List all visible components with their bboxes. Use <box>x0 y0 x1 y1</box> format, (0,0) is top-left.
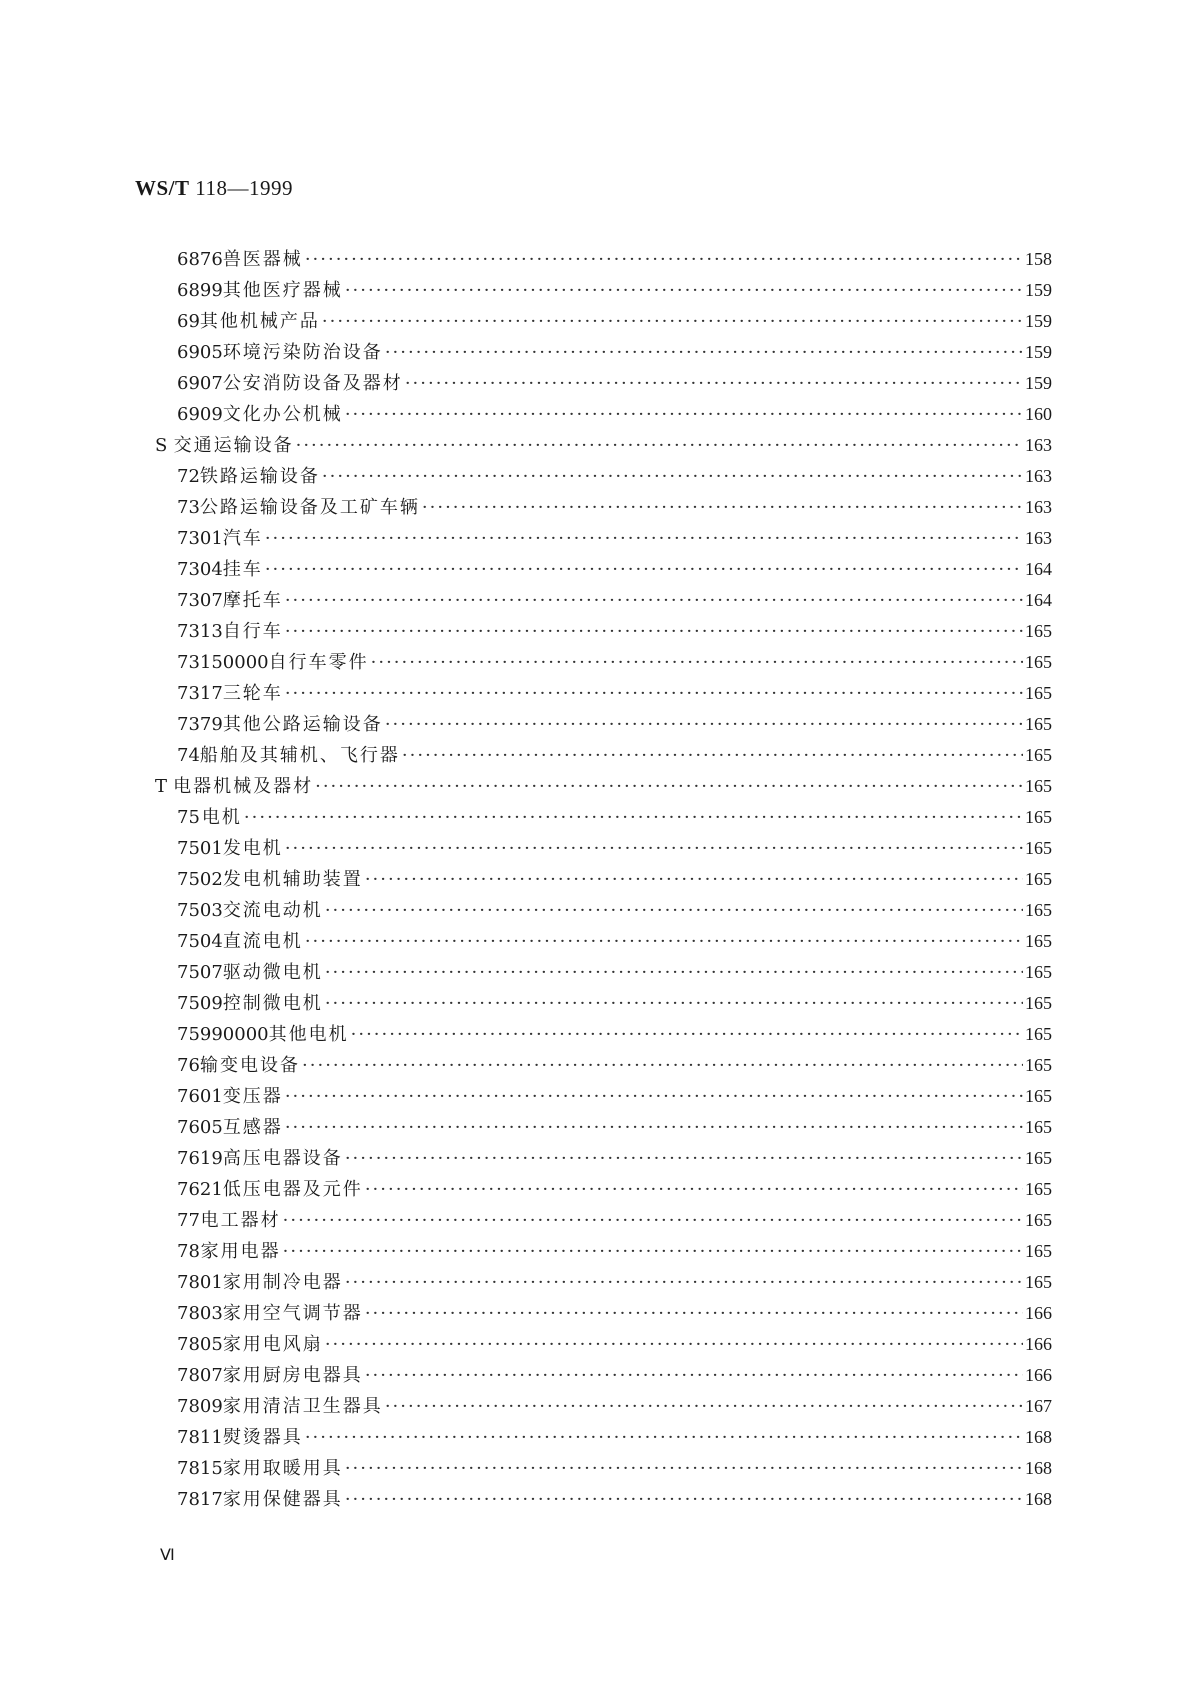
toc-entry-number: 76 <box>177 1055 200 1076</box>
toc-entry-page: 165 <box>1025 1024 1052 1044</box>
toc-entry-number: 73150000 <box>177 652 269 673</box>
toc-entry-number: 6899 <box>177 280 223 301</box>
toc-entry-title: 输变电设备 <box>200 1055 301 1076</box>
toc-entry-title: 家用电风扇 <box>222 1334 323 1355</box>
toc-entry-title: 发电机辅助装置 <box>222 869 363 890</box>
toc-entry-page: 163 <box>1025 435 1052 455</box>
toc-leader-dots <box>305 249 1023 270</box>
toc-leader-dots <box>385 342 1023 363</box>
toc-leader-dots <box>315 776 1023 797</box>
toc-entry[interactable] <box>155 772 1052 803</box>
toc-entry-number: 7807 <box>177 1365 223 1386</box>
standard-code: WS/T <box>135 176 190 200</box>
toc-entry-page: 166 <box>1025 1365 1052 1385</box>
toc-entry[interactable] <box>177 741 1052 772</box>
toc-leader-dots <box>296 435 1023 456</box>
toc-entry-number: 69 <box>177 311 200 332</box>
toc-leader-dots <box>283 1210 1023 1231</box>
toc-entry[interactable] <box>177 245 1052 276</box>
toc-leader-dots <box>265 528 1023 549</box>
toc-entry-page: 165 <box>1025 1086 1052 1106</box>
toc-entry-title: 家用保健器具 <box>222 1489 343 1510</box>
toc-entry[interactable] <box>177 1144 1052 1175</box>
toc-leader-dots <box>405 373 1023 394</box>
toc-entry-number: 7317 <box>177 683 223 704</box>
toc-entry-title: 低压电器及元件 <box>222 1179 363 1200</box>
toc-entry-number: 77 <box>177 1210 200 1231</box>
toc-entry-title: 电器机械及器材 <box>173 776 314 797</box>
toc-leader-dots <box>345 1489 1023 1510</box>
toc-entry-number: 6909 <box>177 404 223 425</box>
toc-entry-number: 7504 <box>177 931 223 952</box>
toc-entry-number: 7501 <box>177 838 223 859</box>
toc-entry-number: 7301 <box>177 528 223 549</box>
toc-entry[interactable] <box>177 1051 1052 1082</box>
toc-entry[interactable] <box>177 493 1052 524</box>
toc-entry-number: 7805 <box>177 1334 223 1355</box>
toc-entry-page: 165 <box>1025 745 1052 765</box>
toc-entry-page: 164 <box>1025 559 1052 579</box>
toc-entry-page: 160 <box>1025 404 1052 424</box>
toc-entry-number: 7509 <box>177 993 223 1014</box>
toc-entry-page: 165 <box>1025 1148 1052 1168</box>
toc-entry-page: 168 <box>1025 1427 1052 1447</box>
toc-entry-title: 其他医疗器械 <box>222 280 343 301</box>
toc-entry-title: 变压器 <box>222 1086 283 1107</box>
toc-entry-title: 公路运输设备及工矿车辆 <box>199 497 420 518</box>
toc-entry[interactable] <box>177 1175 1052 1206</box>
toc-entry-number: 7313 <box>177 621 223 642</box>
toc-leader-dots <box>385 1396 1023 1417</box>
toc-entry-page: 165 <box>1025 869 1052 889</box>
toc-entry-title: 汽车 <box>222 528 263 549</box>
toc-entry[interactable] <box>177 369 1052 400</box>
document-header <box>135 176 293 201</box>
toc-entry[interactable] <box>177 679 1052 710</box>
toc-entry-title: 熨烫器具 <box>222 1427 303 1448</box>
toc-entry-number: 7503 <box>177 900 223 921</box>
toc-leader-dots <box>365 1303 1023 1324</box>
toc-leader-dots <box>285 590 1023 611</box>
toc-leader-dots <box>325 993 1023 1014</box>
toc-entry[interactable] <box>177 803 1052 834</box>
toc-leader-dots <box>325 962 1023 983</box>
toc-entry-number: 7803 <box>177 1303 223 1324</box>
toc-entry-title: 其他电机 <box>268 1024 349 1045</box>
toc-leader-dots <box>345 280 1023 301</box>
toc-entry[interactable] <box>177 400 1052 431</box>
toc-leader-dots <box>285 838 1023 859</box>
toc-entry-title: 自行车 <box>222 621 283 642</box>
toc-entry-title: 船舶及其辅机、飞行器 <box>199 745 400 766</box>
toc-entry-number: 7307 <box>177 590 223 611</box>
toc-entry-page: 165 <box>1025 931 1052 951</box>
toc-entry-number: 7809 <box>177 1396 223 1417</box>
toc-entry-page: 165 <box>1025 1210 1052 1230</box>
toc-entry-page: 164 <box>1025 590 1052 610</box>
toc-entry[interactable] <box>177 1237 1052 1268</box>
toc-entry[interactable] <box>177 1330 1052 1361</box>
toc-leader-dots <box>283 1241 1023 1262</box>
toc-entry-page: 165 <box>1025 621 1052 641</box>
toc-entry-page: 158 <box>1025 249 1052 269</box>
toc-entry-title: 环境污染防治设备 <box>222 342 383 363</box>
toc-leader-dots <box>325 1334 1023 1355</box>
toc-entry-page: 165 <box>1025 993 1052 1013</box>
toc-entry-number: 7304 <box>177 559 223 580</box>
toc-entry[interactable] <box>177 865 1052 896</box>
toc-leader-dots <box>244 807 1023 828</box>
toc-entry-page: 163 <box>1025 466 1052 486</box>
toc-entry[interactable] <box>177 1020 1052 1051</box>
toc-entry-page: 165 <box>1025 776 1052 796</box>
toc-entry-title: 交通运输设备 <box>173 435 294 456</box>
toc-entry[interactable] <box>177 1113 1052 1144</box>
toc-entry-page: 165 <box>1025 1179 1052 1199</box>
toc-leader-dots <box>325 900 1023 921</box>
toc-entry-number: 7811 <box>177 1427 223 1448</box>
toc-entry-title: 家用清洁卫生器具 <box>222 1396 383 1417</box>
toc-entry-page: 165 <box>1025 714 1052 734</box>
toc-leader-dots <box>345 1458 1023 1479</box>
toc-entry-title: 公安消防设备及器材 <box>222 373 403 394</box>
toc-entry[interactable] <box>177 524 1052 555</box>
toc-entry-page: 165 <box>1025 1272 1052 1292</box>
toc-entry-page: 165 <box>1025 683 1052 703</box>
toc-entry-page: 163 <box>1025 497 1052 517</box>
toc-entry-page: 159 <box>1025 342 1052 362</box>
toc-entry-title: 电机 <box>201 807 242 828</box>
toc-entry-page: 165 <box>1025 1241 1052 1261</box>
toc-entry-number: S <box>155 435 168 456</box>
toc-entry[interactable] <box>177 1392 1052 1423</box>
toc-entry-number: 6905 <box>177 342 223 363</box>
toc-leader-dots <box>305 931 1023 952</box>
toc-entry[interactable] <box>177 896 1052 927</box>
toc-entry-page: 159 <box>1025 373 1052 393</box>
toc-entry[interactable] <box>177 1299 1052 1330</box>
toc-leader-dots <box>371 652 1023 673</box>
toc-entry-number: 7601 <box>177 1086 223 1107</box>
toc-entry-title: 挂车 <box>222 559 263 580</box>
toc-entry-page: 166 <box>1025 1334 1052 1354</box>
toc-entry[interactable] <box>177 617 1052 648</box>
toc-entry-title: 控制微电机 <box>222 993 323 1014</box>
toc-entry-page: 165 <box>1025 962 1052 982</box>
toc-entry-title: 家用空气调节器 <box>222 1303 363 1324</box>
toc-entry-number: 75990000 <box>177 1024 269 1045</box>
toc-leader-dots <box>285 683 1023 704</box>
toc-entry-number: 74 <box>177 745 200 766</box>
toc-entry-page: 159 <box>1025 311 1052 331</box>
toc-entry-number: T <box>155 776 168 797</box>
toc-entry[interactable] <box>177 555 1052 586</box>
toc-entry[interactable] <box>177 1454 1052 1485</box>
toc-leader-dots <box>365 869 1023 890</box>
toc-leader-dots <box>285 1086 1023 1107</box>
toc-leader-dots <box>345 1272 1023 1293</box>
toc-entry-number: 72 <box>177 466 200 487</box>
toc-entry-title: 家用厨房电器具 <box>222 1365 363 1386</box>
toc-leader-dots <box>285 1117 1023 1138</box>
toc-entry-page: 168 <box>1025 1489 1052 1509</box>
toc-entry[interactable] <box>177 1268 1052 1299</box>
toc-entry-title: 其他公路运输设备 <box>222 714 383 735</box>
toc-entry-title: 家用制冷电器 <box>222 1272 343 1293</box>
toc-entry-title: 自行车零件 <box>268 652 369 673</box>
toc-entry[interactable] <box>177 1082 1052 1113</box>
toc-leader-dots <box>345 1148 1023 1169</box>
toc-entry-number: 75 <box>177 807 200 828</box>
toc-entry-page: 166 <box>1025 1303 1052 1323</box>
toc-entry-title: 文化办公机械 <box>222 404 343 425</box>
toc-entry-page: 159 <box>1025 280 1052 300</box>
toc-entry-number: 7379 <box>177 714 223 735</box>
toc-entry[interactable] <box>177 276 1052 307</box>
toc-entry-page: 165 <box>1025 900 1052 920</box>
toc-leader-dots <box>422 497 1023 518</box>
toc-entry[interactable] <box>177 1423 1052 1454</box>
toc-leader-dots <box>305 1427 1023 1448</box>
toc-entry-title: 高压电器设备 <box>222 1148 343 1169</box>
toc-entry-title: 直流电机 <box>222 931 303 952</box>
toc-entry-title: 兽医器械 <box>222 249 303 270</box>
toc-entry-page: 168 <box>1025 1458 1052 1478</box>
toc-entry-number: 7605 <box>177 1117 223 1138</box>
toc-leader-dots <box>265 559 1023 580</box>
toc-entry[interactable] <box>177 462 1052 493</box>
toc-entry-title: 互感器 <box>222 1117 283 1138</box>
toc-leader-dots <box>365 1365 1023 1386</box>
toc-leader-dots <box>351 1024 1023 1045</box>
page-number: Ⅵ <box>160 1547 175 1564</box>
toc-leader-dots <box>302 1055 1023 1076</box>
toc-leader-dots <box>402 745 1023 766</box>
toc-entry-page: 165 <box>1025 1117 1052 1137</box>
toc-entry-title: 摩托车 <box>222 590 283 611</box>
toc-entry-number: 7815 <box>177 1458 223 1479</box>
toc-entry-number: 6907 <box>177 373 223 394</box>
toc-leader-dots <box>345 404 1023 425</box>
toc-entry-page: 163 <box>1025 528 1052 548</box>
toc-entry[interactable] <box>177 586 1052 617</box>
toc-entry-title: 家用电器 <box>200 1241 281 1262</box>
toc-entry-number: 7801 <box>177 1272 223 1293</box>
toc-entry[interactable] <box>177 338 1052 369</box>
toc-entry-page: 167 <box>1025 1396 1052 1416</box>
toc-entry-title: 家用取暖用具 <box>222 1458 343 1479</box>
toc-entry[interactable] <box>177 1361 1052 1392</box>
toc-entry-title: 驱动微电机 <box>222 962 323 983</box>
toc-entry-number: 7817 <box>177 1489 223 1510</box>
toc-leader-dots <box>322 311 1023 332</box>
toc-entry-page: 165 <box>1025 1055 1052 1075</box>
toc-entry-title: 其他机械产品 <box>199 311 320 332</box>
toc-entry-number: 7507 <box>177 962 223 983</box>
toc-entry-title: 电工器材 <box>200 1210 281 1231</box>
toc-entry-number: 6876 <box>177 249 223 270</box>
toc-entry[interactable] <box>177 1206 1052 1237</box>
toc-leader-dots <box>385 714 1023 735</box>
toc-entry-title: 铁路运输设备 <box>199 466 320 487</box>
toc-entry[interactable] <box>177 958 1052 989</box>
toc-entry-number: 7621 <box>177 1179 223 1200</box>
toc-entry[interactable] <box>177 710 1052 741</box>
toc-entry-number: 7502 <box>177 869 223 890</box>
toc-leader-dots <box>365 1179 1023 1200</box>
toc-entry[interactable] <box>177 1485 1052 1516</box>
toc-entry[interactable] <box>177 927 1052 958</box>
toc-entry-page: 165 <box>1025 807 1052 827</box>
toc-entry-title: 三轮车 <box>222 683 283 704</box>
toc-entry[interactable] <box>177 648 1052 679</box>
toc-entry[interactable] <box>177 834 1052 865</box>
toc-entry[interactable] <box>155 431 1052 462</box>
toc-entry[interactable] <box>177 989 1052 1020</box>
toc-entry-title: 交流电动机 <box>222 900 323 921</box>
toc-leader-dots <box>322 466 1023 487</box>
standard-number: 118—1999 <box>195 176 294 200</box>
toc-entry[interactable] <box>177 307 1052 338</box>
toc-leader-dots <box>285 621 1023 642</box>
toc-entry-title: 发电机 <box>222 838 283 859</box>
toc-entry-number: 7619 <box>177 1148 223 1169</box>
toc-entry-number: 73 <box>177 497 200 518</box>
toc-entry-page: 165 <box>1025 652 1052 672</box>
toc-entry-page: 165 <box>1025 838 1052 858</box>
toc-entry-number: 78 <box>177 1241 200 1262</box>
